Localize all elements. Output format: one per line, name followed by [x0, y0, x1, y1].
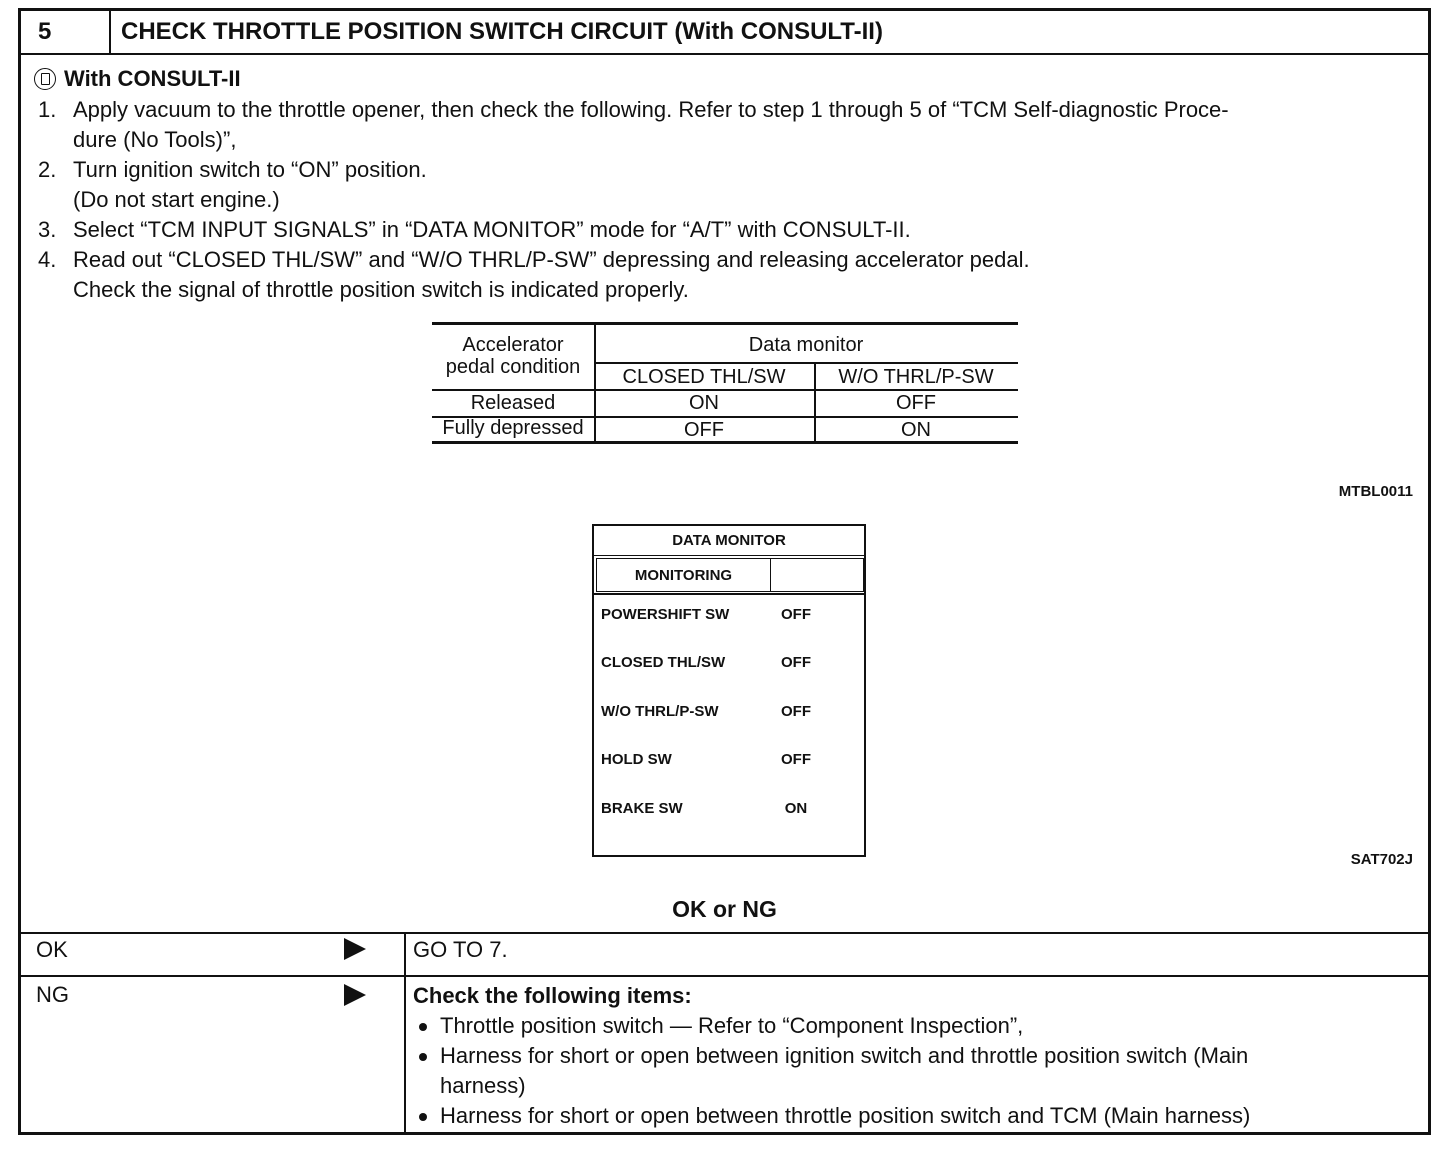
list-item — [413, 1041, 1413, 1101]
result-divider — [21, 932, 1428, 934]
table-cell: ON — [689, 392, 719, 414]
table-cell: OFF — [684, 419, 724, 441]
table-cell: Released — [470, 392, 556, 414]
screen-title: DATA MONITOR — [594, 526, 864, 556]
step-text: (Do not start engine.) — [73, 187, 280, 212]
monitor-item-value: OFF — [781, 703, 811, 720]
step-number: 5 — [21, 11, 111, 53]
step-index: 1. — [38, 97, 57, 122]
col-header-closed: CLOSED THL/SW — [622, 366, 786, 388]
table-cell: OFF — [896, 392, 936, 414]
step-text: Turn ignition switch to “ON” position. — [73, 157, 427, 182]
ok-label: OK — [36, 937, 68, 962]
monitor-item-value: OFF — [781, 751, 811, 768]
step-text: Read out “CLOSED THL/SW” and “W/O THRL/P-SW” depressing and releasing accelerator pedal. — [73, 247, 1030, 272]
figure-id: MTBL0011 — [1338, 483, 1413, 500]
monitor-item-value: OFF — [781, 654, 811, 671]
monitor-item-name: W/O THRL/P-SW — [601, 703, 719, 720]
ng-heading: Check the following items: — [413, 983, 692, 1008]
result-divider — [21, 975, 1428, 977]
ok-ng-heading: OK or NG — [672, 896, 777, 922]
figure-id: SAT702J — [1350, 851, 1413, 868]
step-index: 2. — [38, 157, 57, 182]
monitor-item-name: POWERSHIFT SW — [601, 606, 730, 623]
step-title: CHECK THROTTLE POSITION SWITCH CIRCUIT (With CONSULT-II) — [121, 18, 883, 45]
monitor-item-name: BRAKE SW — [601, 800, 683, 817]
col-header-wo: W/O THRL/P-SW — [838, 366, 994, 388]
arrow-right-icon — [344, 984, 366, 1006]
table-cell: ON — [901, 419, 931, 441]
result-divider — [404, 933, 406, 1132]
monitor-item-name: CLOSED THL/SW — [601, 654, 726, 671]
group-header-data-monitor: Data monitor — [748, 334, 864, 356]
list-item: Throttle position switch — Refer to “Component Inspection”, — [413, 1011, 1413, 1041]
monitor-item-value: ON — [784, 800, 808, 817]
ng-check-list — [413, 1011, 1413, 1131]
monitor-item-name: HOLD SW — [601, 751, 672, 768]
list-item: Harness for short or open between throttle position switch and TCM (Main harness) — [413, 1101, 1413, 1131]
col-header-condition: Accelerator — [462, 334, 564, 356]
col-header-condition: pedal condition — [445, 356, 581, 378]
monitoring-mode-label: MONITORING — [596, 558, 771, 592]
step-text: Select “TCM INPUT SIGNALS” in “DATA MONITOR” mode for “A/T” with CONSULT-II. — [73, 217, 911, 242]
step-index: 3. — [38, 217, 57, 242]
monitor-item-value: OFF — [781, 606, 811, 623]
step-text: Apply vacuum to the throttle opener, then check the following. Refer to step 1 through 5 of “TCM Self-diagnostic Proce- — [73, 97, 1229, 122]
consult-label: With CONSULT-II — [64, 66, 241, 91]
arrow-right-icon — [344, 938, 366, 960]
table-cell: Fully depressed — [442, 417, 584, 439]
step-text: Check the signal of throttle position switch is indicated properly. — [73, 277, 689, 302]
step-text: dure (No Tools)”, — [73, 127, 237, 152]
ok-action: GO TO 7. — [413, 937, 508, 962]
list-item-text: Harness for short or open between ignition switch and throttle position switch (Main — [440, 1043, 1249, 1068]
ng-label: NG — [36, 982, 69, 1007]
result-section — [21, 8, 1428, 1132]
list-item-text: harness) — [440, 1073, 526, 1098]
step-index: 4. — [38, 247, 57, 272]
